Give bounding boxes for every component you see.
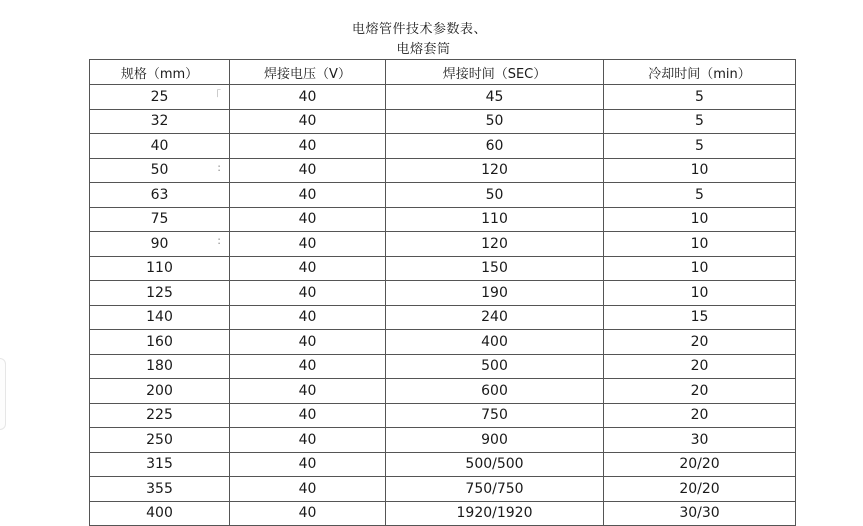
cell-voltage: 40 (230, 477, 386, 502)
cell-size (90, 183, 230, 208)
cell-size-value: 110 (146, 260, 173, 277)
cell-cool-time: 10 (604, 281, 796, 306)
cell-size (90, 477, 230, 502)
cell-voltage: 40 (230, 428, 386, 453)
cell-weld-time: 120 (386, 232, 604, 257)
cell-cool-time: 15 (604, 305, 796, 330)
cell-size-value: 400 (146, 505, 173, 522)
table-row (90, 330, 796, 355)
table-row (90, 379, 796, 404)
cell-voltage: 40 (230, 232, 386, 257)
cell-weld-time: 240 (386, 305, 604, 330)
cell-cool-time: 10 (604, 207, 796, 232)
cell-cool-time: 5 (604, 109, 796, 134)
table-row (90, 403, 796, 428)
cell-cool-time: 5 (604, 183, 796, 208)
cell-size-value: 180 (146, 358, 173, 375)
cell-size (90, 281, 230, 306)
table-row (90, 158, 796, 183)
cell-voltage: 40 (230, 452, 386, 477)
cell-voltage: 40 (230, 501, 386, 526)
cell-size-value: 250 (146, 431, 173, 448)
cell-size (90, 501, 230, 526)
table-row (90, 85, 796, 110)
cell-size-value: 25 (150, 88, 169, 105)
cell-size (90, 428, 230, 453)
cell-weld-time: 900 (386, 428, 604, 453)
header-weld-time: 焊接时间（SEC） (386, 60, 604, 85)
header-voltage: 焊接电压（V） (230, 60, 386, 85)
cell-size (90, 354, 230, 379)
cell-size-value: 90 (150, 235, 169, 252)
table-row (90, 207, 796, 232)
cell-size-value: 63 (150, 186, 169, 203)
cell-weld-time: 150 (386, 256, 604, 281)
cell-size-value: 50 (150, 162, 169, 179)
cell-cool-time: 30 (604, 428, 796, 453)
document-subtitle: 电熔套筒 (396, 42, 451, 57)
cell-weld-time: 750 (386, 403, 604, 428)
cell-weld-time: 400 (386, 330, 604, 355)
cell-weld-time: 500/500 (386, 452, 604, 477)
cell-cool-time: 20/20 (604, 477, 796, 502)
cell-voltage: 40 (230, 281, 386, 306)
cell-voltage: 40 (230, 134, 386, 159)
cell-cool-time: 10 (604, 232, 796, 257)
table-row (90, 109, 796, 134)
cell-size-value: 75 (150, 211, 169, 228)
cell-size (90, 330, 230, 355)
cell-size (90, 134, 230, 159)
cell-size (90, 305, 230, 330)
cell-weld-time: 600 (386, 379, 604, 404)
cell-voltage: 40 (230, 256, 386, 281)
cell-weld-time: 750/750 (386, 477, 604, 502)
cell-cool-time: 20 (604, 354, 796, 379)
table-row (90, 183, 796, 208)
cell-voltage: 40 (230, 183, 386, 208)
cell-size-value: 355 (146, 480, 173, 497)
cell-cool-time: 30/30 (604, 501, 796, 526)
cell-size-value: 160 (146, 333, 173, 350)
cell-cool-time: 20 (604, 379, 796, 404)
cell-voltage: 40 (230, 354, 386, 379)
table-row (90, 428, 796, 453)
cell-size (90, 379, 230, 404)
cell-size (90, 207, 230, 232)
cell-cool-time: 20 (604, 403, 796, 428)
cell-size-value: 32 (150, 113, 169, 130)
page-edge-marker (0, 358, 6, 430)
cell-weld-time: 500 (386, 354, 604, 379)
cell-size (90, 109, 230, 134)
cell-cool-time: 5 (604, 134, 796, 159)
table-body (90, 85, 796, 526)
cell-weld-time: 50 (386, 109, 604, 134)
cell-weld-time: 1920/1920 (386, 501, 604, 526)
cell-size (90, 452, 230, 477)
cell-size (90, 256, 230, 281)
cell-size-value: 200 (146, 382, 173, 399)
cell-voltage: 40 (230, 158, 386, 183)
cell-voltage: 40 (230, 330, 386, 355)
table-row (90, 232, 796, 257)
cell-size (90, 232, 230, 257)
table-row (90, 501, 796, 526)
stray-mark: 「 (210, 89, 221, 102)
cell-weld-time: 110 (386, 207, 604, 232)
table-row (90, 477, 796, 502)
cell-size-value: 125 (146, 284, 173, 301)
header-size: 规格（mm） (90, 60, 230, 85)
cell-voltage: 40 (230, 379, 386, 404)
table-row (90, 452, 796, 477)
cell-size (90, 158, 230, 183)
cell-size-value: 40 (150, 137, 169, 154)
stray-mark: : (217, 234, 221, 247)
cell-size-value: 225 (146, 407, 173, 424)
cell-size (90, 403, 230, 428)
cell-weld-time: 60 (386, 134, 604, 159)
cell-voltage: 40 (230, 85, 386, 110)
cell-cool-time: 20/20 (604, 452, 796, 477)
table-row (90, 305, 796, 330)
table-row (90, 134, 796, 159)
cell-cool-time: 20 (604, 330, 796, 355)
header-row (90, 60, 796, 85)
cell-weld-time: 45 (386, 85, 604, 110)
cell-cool-time: 10 (604, 158, 796, 183)
document-title: 电熔管件技术参数表、 (351, 22, 487, 37)
table-row (90, 354, 796, 379)
cell-size-value: 315 (146, 456, 173, 473)
cell-voltage: 40 (230, 109, 386, 134)
cell-weld-time: 50 (386, 183, 604, 208)
cell-cool-time: 5 (604, 85, 796, 110)
cell-voltage: 40 (230, 305, 386, 330)
cell-size-value: 140 (146, 309, 173, 326)
cell-cool-time: 10 (604, 256, 796, 281)
cell-weld-time: 190 (386, 281, 604, 306)
cell-size (90, 85, 230, 110)
table-row (90, 256, 796, 281)
parameter-table (89, 59, 796, 526)
header-cool-time: 冷却时间（min） (604, 60, 796, 85)
stray-mark: : (217, 160, 221, 174)
cell-weld-time: 120 (386, 158, 604, 183)
cell-voltage: 40 (230, 403, 386, 428)
table-row (90, 281, 796, 306)
cell-voltage: 40 (230, 207, 386, 232)
